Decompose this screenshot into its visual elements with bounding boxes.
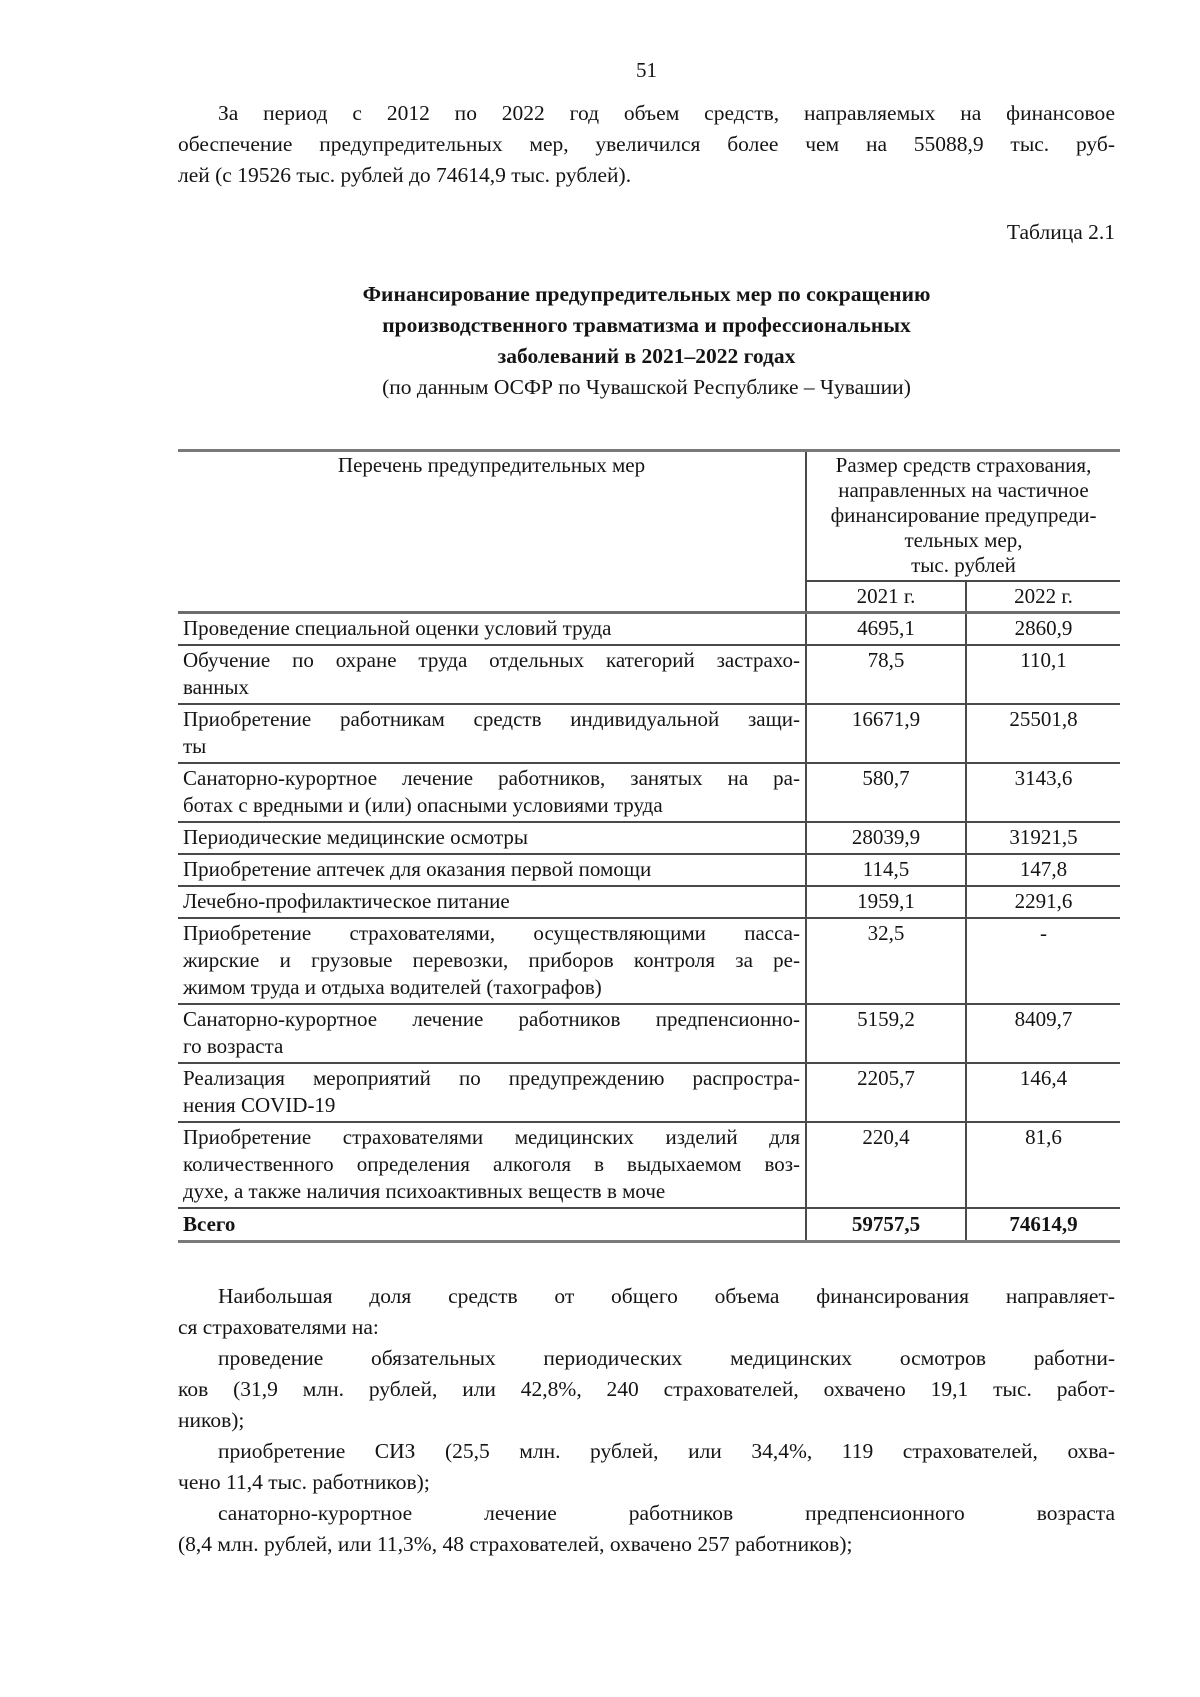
measure-line: Приобретение страхователями, осуществляющими пасса- — [183, 921, 800, 945]
value-2021-cell: 580,7 — [806, 763, 966, 822]
measure-line: нения COVID-19 — [183, 1093, 336, 1117]
table-row — [178, 1063, 1120, 1122]
measure-cell — [178, 704, 806, 763]
text-line: За период с 2012 по 2022 год объем средств, направляемых на финансовое — [218, 101, 1115, 125]
table-title-line: заболеваний в 2021–2022 годах — [497, 344, 796, 368]
table-header-row — [178, 451, 1120, 582]
value-2022-cell: - — [966, 918, 1120, 1004]
measure-line: ботах с вредными и (или) опасными условиями труда — [183, 793, 663, 817]
measure-line: Приобретение аптечек для оказания первой помощи — [183, 857, 652, 881]
text-line: ся страхователями на: — [178, 1315, 379, 1339]
body-paragraph — [178, 1343, 1115, 1436]
body-paragraph — [178, 1281, 1115, 1343]
funding-header-line: Размер средств страхования, — [835, 453, 1092, 477]
value-2021-cell: 4695,1 — [806, 613, 966, 646]
measure-line: Санаторно-курортное лечение работников, занятых на ра- — [183, 766, 800, 790]
year-header-2021: 2021 г. — [806, 581, 966, 613]
measure-line: Санаторно-курортное лечение работников предпенсионно- — [183, 1007, 800, 1031]
table-title-line: производственного травматизма и профессиональных — [382, 313, 911, 337]
funding-header-line: направленных на частичное — [838, 478, 1089, 502]
table-row — [178, 886, 1120, 918]
value-2022-cell: 2291,6 — [966, 886, 1120, 918]
value-2021-cell: 2205,7 — [806, 1063, 966, 1122]
intro-paragraph — [178, 98, 1115, 191]
measure-cell — [178, 822, 806, 854]
value-2021-cell: 16671,9 — [806, 704, 966, 763]
measure-cell — [178, 854, 806, 886]
value-2021-cell: 5159,2 — [806, 1004, 966, 1063]
measure-line: Лечебно-профилактическое питание — [183, 889, 510, 913]
measure-line: Обучение по охране труда отдельных категорий застрахо- — [183, 648, 800, 672]
total-2021-cell: 59757,5 — [851, 1212, 921, 1236]
measure-line: количественного определения алкоголя в выдыхаемом воз- — [183, 1152, 800, 1176]
measure-line: жирские и грузовые перевозки, приборов контроля за ре- — [183, 948, 800, 972]
measure-line: Приобретение работникам средств индивидуальной защи- — [183, 707, 800, 731]
text-line: (8,4 млн. рублей, или 11,3%, 48 страхователей, охвачено 257 работников); — [178, 1532, 853, 1556]
measure-cell — [178, 918, 806, 1004]
measures-column-header: Перечень предупредительных мер — [178, 451, 806, 613]
value-2022-cell: 110,1 — [966, 645, 1120, 704]
funding-header-line: тельных мер, — [904, 528, 1023, 552]
text-line: санаторно-курортное лечение работников предпенсионного возраста — [218, 1501, 1115, 1525]
measure-line: го возраста — [183, 1034, 284, 1058]
table-row — [178, 854, 1120, 886]
funding-header-line: тыс. рублей — [911, 553, 1016, 577]
value-2021-cell: 1959,1 — [806, 886, 966, 918]
table-title — [178, 279, 1115, 372]
value-2022-cell: 25501,8 — [966, 704, 1120, 763]
measure-line: духе, а также наличия психоактивных веществ в моче — [183, 1179, 666, 1203]
total-row — [178, 1208, 1120, 1242]
measure-cell — [178, 886, 806, 918]
table-caption-label: Таблица 2.1 — [1006, 220, 1115, 244]
value-2022-cell: 147,8 — [966, 854, 1120, 886]
text-line: ников); — [178, 1408, 245, 1432]
value-2021-cell: 220,4 — [806, 1122, 966, 1208]
text-line: ков (31,9 млн. рублей, или 42,8%, 240 страхователей, охвачено 19,1 тыс. работ- — [178, 1377, 1115, 1401]
measure-line: ванных — [183, 675, 250, 699]
value-2021-cell: 28039,9 — [806, 822, 966, 854]
text-line: проведение обязательных периодических медицинских осмотров работни- — [218, 1346, 1115, 1370]
funding-header-line: финансирование предупреди- — [830, 503, 1097, 527]
table-row — [178, 763, 1120, 822]
measure-line: Реализация мероприятий по предупреждению распростра- — [183, 1066, 800, 1090]
table-row — [178, 918, 1120, 1004]
funding-column-header — [806, 451, 1120, 582]
table-title-line: Финансирование предупредительных мер по сокращению — [362, 282, 931, 306]
value-2021-cell: 78,5 — [806, 645, 966, 704]
value-2022-cell: 2860,9 — [966, 613, 1120, 646]
measure-line: Приобретение страхователями медицинских изделий для — [183, 1125, 800, 1149]
value-2022-cell: 8409,7 — [966, 1004, 1120, 1063]
measure-line: ты — [183, 734, 207, 758]
value-2021-cell: 114,5 — [806, 854, 966, 886]
value-2022-cell: 3143,6 — [966, 763, 1120, 822]
body-paragraph — [178, 1436, 1115, 1498]
measure-line: Проведение специальной оценки условий труда — [183, 616, 612, 640]
measure-cell — [178, 613, 806, 646]
table-row — [178, 613, 1120, 646]
measure-cell — [178, 763, 806, 822]
total-2022-cell: 74614,9 — [966, 1208, 1120, 1242]
value-2022-cell: 31921,5 — [966, 822, 1120, 854]
table-row — [178, 1004, 1120, 1063]
table-row — [178, 704, 1120, 763]
value-2022-cell: 146,4 — [966, 1063, 1120, 1122]
text-line: Наибольшая доля средств от общего объема финансирования направляет- — [218, 1284, 1115, 1308]
table-row — [178, 822, 1120, 854]
year-header-2022: 2022 г. — [966, 581, 1120, 613]
text-line: обеспечение предупредительных мер, увеличился более чем на 55088,9 тыс. руб- — [178, 132, 1115, 156]
value-2022-cell: 81,6 — [966, 1122, 1120, 1208]
measure-line: жимом труда и отдыха водителей (тахографов) — [183, 975, 602, 999]
text-line: лей (с 19526 тыс. рублей до 74614,9 тыс. рублей). — [178, 163, 632, 187]
body-paragraphs — [178, 1281, 1115, 1560]
table-row — [178, 1122, 1120, 1208]
measure-cell — [178, 1004, 806, 1063]
measure-cell — [178, 1063, 806, 1122]
measure-line: Периодические медицинские осмотры — [183, 825, 528, 849]
text-line: приобретение СИЗ (25,5 млн. рублей, или 34,4%, 119 страхователей, охва- — [218, 1439, 1115, 1463]
financing-table — [178, 449, 1120, 1243]
measure-cell — [178, 645, 806, 704]
total-label-cell: Всего — [178, 1208, 806, 1242]
value-2021-cell: 32,5 — [806, 918, 966, 1004]
body-paragraph — [178, 1498, 1115, 1560]
table-row — [178, 645, 1120, 704]
text-line: чено 11,4 тыс. работников); — [178, 1470, 430, 1494]
page-number: 51 — [636, 58, 657, 82]
table-subtitle: (по данным ОСФР по Чувашской Республике – Чувашии) — [382, 375, 911, 399]
measure-cell — [178, 1122, 806, 1208]
